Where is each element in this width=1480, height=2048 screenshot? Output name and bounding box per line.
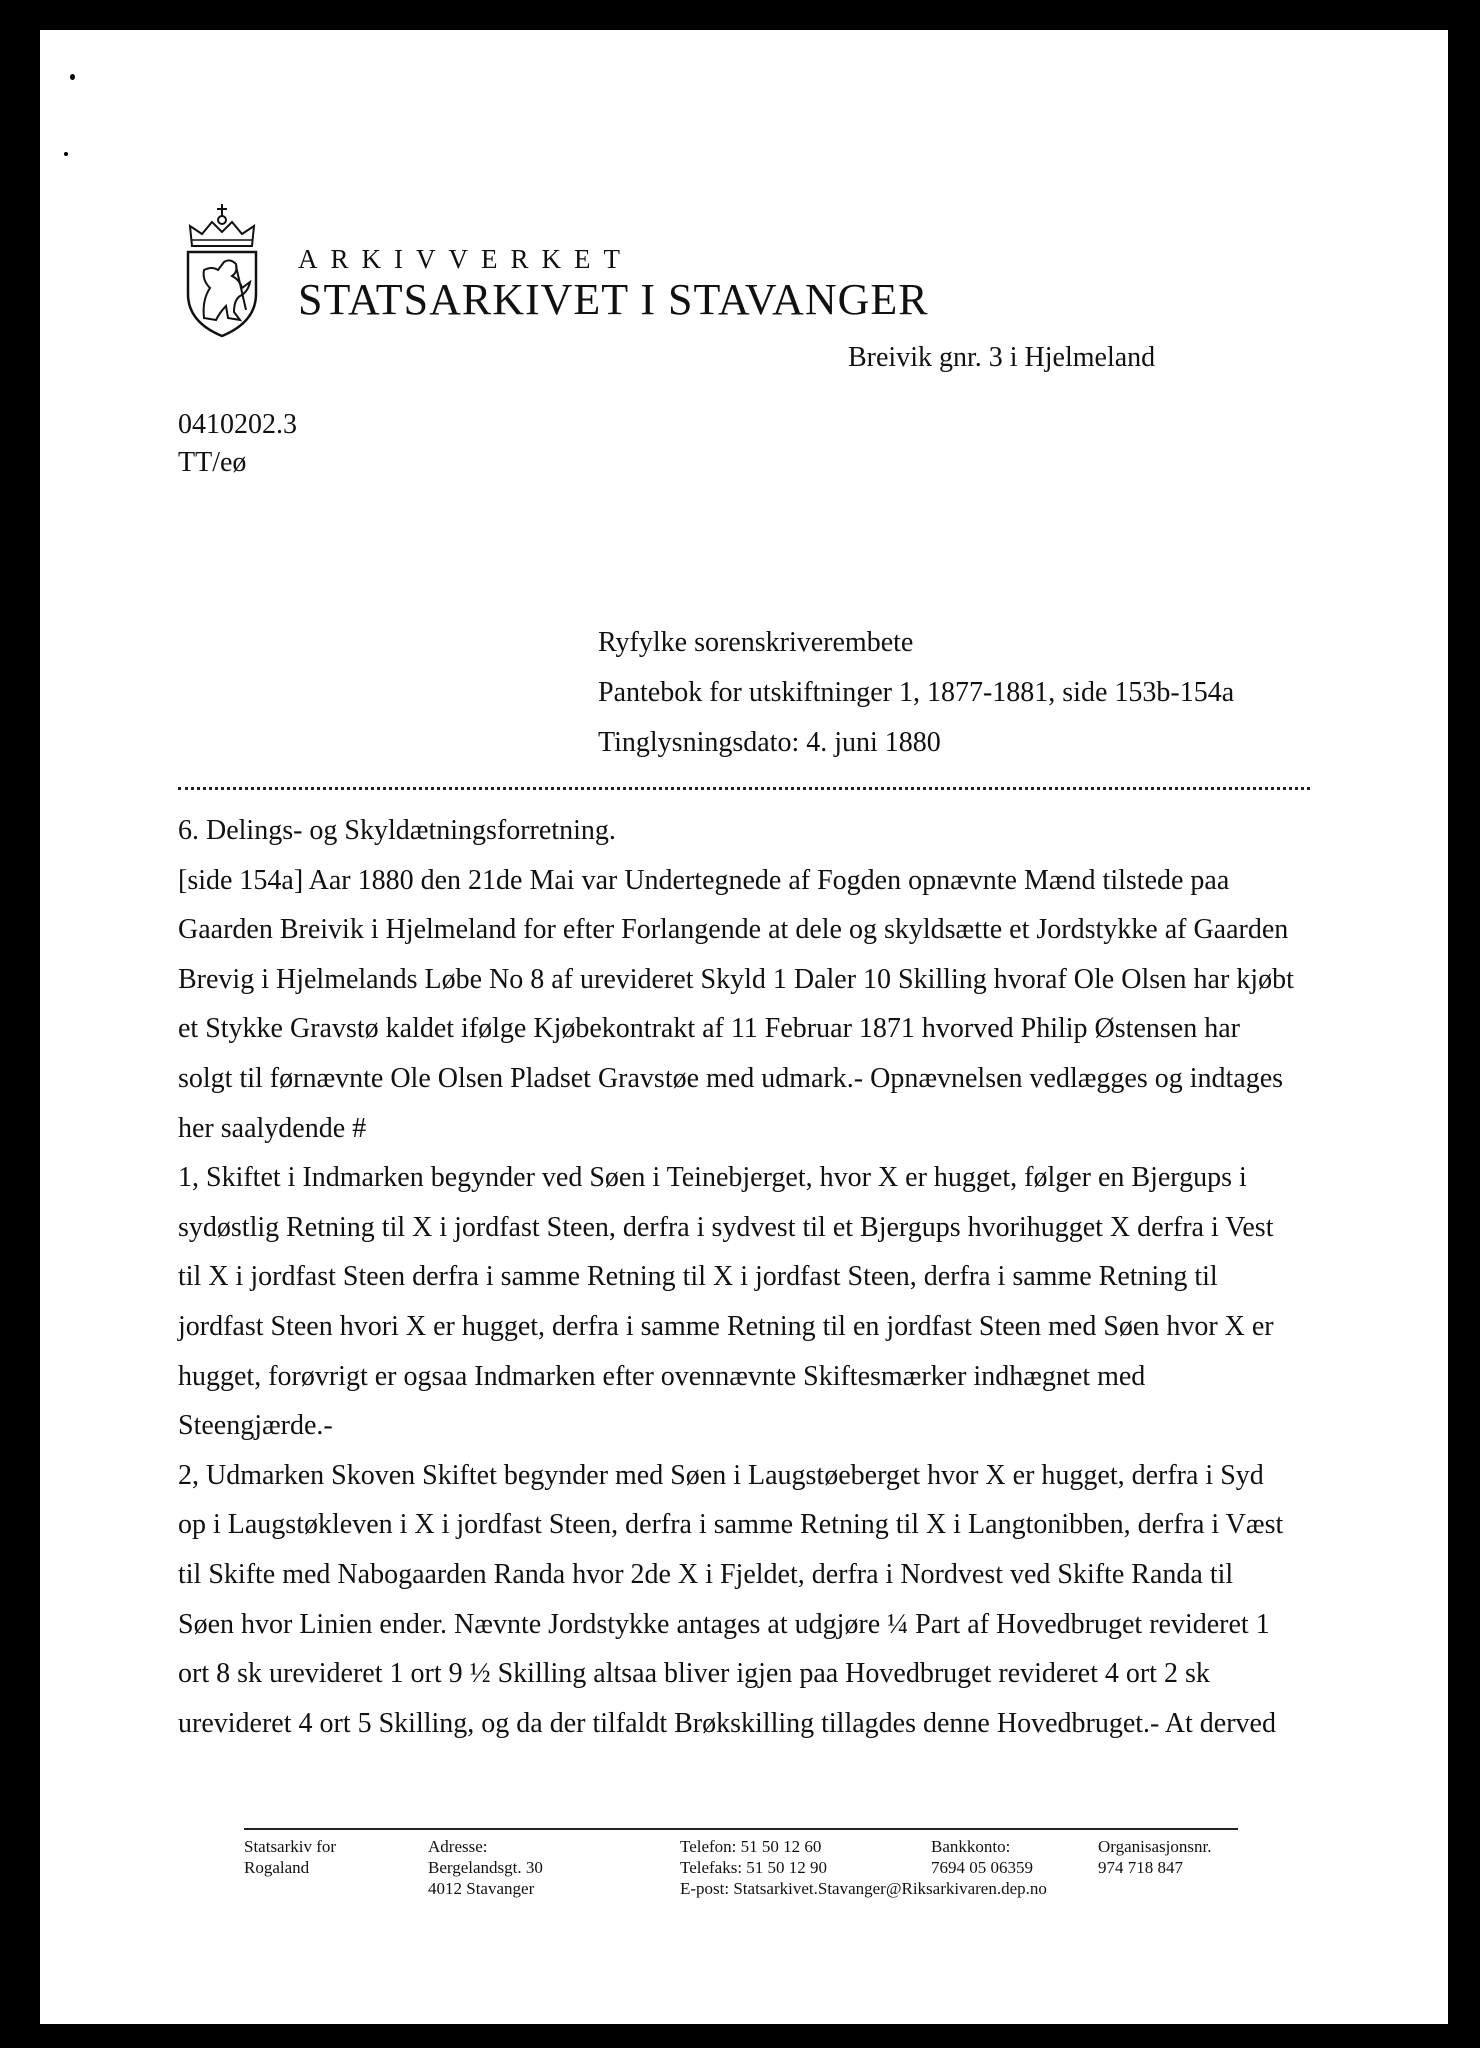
source-book: Pantebok for utskiftninger 1, 1877-1881, side 153b-154a	[598, 677, 1235, 708]
body-line: urevideret 4 ort 5 Skilling, og da der tilfaldt Brøkskilling tillagdes denne Hovedbruget.- At derved	[178, 1707, 1276, 1739]
scan-speck	[8, 1568, 12, 1572]
body-line: et Stykke Gravstø kaldet ifølge Kjøbekontrakt af 11 Februar 1871 hvorved Philip Østensen har	[178, 1013, 1240, 1045]
body-line: ort 8 sk urevideret 1 ort 9 ½ Skilling altsaa bliver igjen paa Hovedbruget revideret 4 ort 2 sk	[178, 1658, 1210, 1690]
transcription-body	[178, 806, 1308, 1748]
body-line: Brevig i Hjelmelands Løbe No 8 af urevideret Skyld 1 Daler 10 Skilling hvoraf Ole Olsen har kjøbt	[178, 963, 1294, 995]
norwegian-lion-crest-icon	[180, 200, 264, 340]
body-line: sydøstlig Retning til X i jordfast Steen, derfra i sydvest til et Bjergups hvorihugget X derfra i Vest	[178, 1211, 1274, 1243]
body-line: hugget, forøvrigt er ogsaa Indmarken efter ovennævnte Skiftesmærker indhægnet med	[178, 1360, 1146, 1392]
footer-organization: Statsarkiv for Rogaland	[244, 1837, 337, 1877]
body-line: Steengjærde.-	[178, 1410, 333, 1442]
body-line: jordfast Steen hvori X er hugget, derfra i samme Retning til en jordfast Steen med Søen hvor X er	[178, 1310, 1274, 1342]
dotted-divider	[178, 787, 1310, 790]
scan-speck	[8, 1042, 12, 1046]
case-number: 0410202.3	[178, 409, 297, 440]
letter-footer	[244, 1828, 1238, 1898]
body-line: her saalydende #	[178, 1112, 367, 1144]
agency-name: ARKIVVERKET	[298, 244, 633, 274]
scan-speck	[64, 152, 68, 156]
body-line: 2, Udmarken Skoven Skiftet begynder med Søen i Laugstøeberget hvor X er hugget, derfra i Syd	[178, 1459, 1264, 1491]
property-reference: Breivik gnr. 3 i Hjelmeland	[848, 342, 1156, 373]
footer-org-number: Organisasjonsnr. 974 718 847	[1098, 1837, 1212, 1877]
body-line: Gaarden Breivik i Hjelmeland for efter Forlangende at dele og skyldsætte et Jordstykke af Gaarden	[178, 914, 1289, 946]
body-line: [side 154a] Aar 1880 den 21de Mai var Undertegnede af Fogden opnævnte Mænd tilstede paa	[178, 864, 1230, 896]
scan-speck	[8, 238, 12, 242]
body-line: 6. Delings- og Skyldætningsforretning.	[178, 815, 616, 846]
letterhead	[180, 200, 980, 350]
body-line: Søen hvor Linien ender. Nævnte Jordstykke antages at udgjøre ¼ Part af Hovedbruget revideret 1	[178, 1608, 1270, 1640]
source-block	[598, 618, 1234, 768]
footer-contact: Telefon: 51 50 12 60 Telefaks: 51 50 12 90 E-post: Statsarkivet.Stavanger@Riksarkivaren.dep.no	[680, 1837, 1047, 1898]
source-office: Ryfylke sorenskriverembete	[598, 627, 914, 658]
archive-title: STATSARKIVET I STAVANGER	[298, 275, 929, 324]
footer-address: Adresse: Bergelandsgt. 30 4012 Stavanger	[428, 1837, 543, 1898]
scan-speck	[8, 1926, 12, 1930]
initials: TT/eø	[178, 447, 247, 478]
body-line: solgt til førnævnte Ole Olsen Pladset Gravstøe med udmark.- Opnævnelsen vedlægges og indtages	[178, 1062, 1284, 1094]
scan-speck	[70, 74, 75, 80]
body-line: til Skifte med Nabogaarden Randa hvor 2de X i Fjeldet, derfra i Nordvest ved Skifte Randa til	[178, 1558, 1234, 1590]
body-line: 1, Skiftet i Indmarken begynder ved Søen i Teinebjerget, hvor X er hugget, følger en Bjergups i	[178, 1162, 1247, 1194]
body-line: til X i jordfast Steen derfra i samme Retning til X i jordfast Steen, derfra i samme Retning til	[178, 1261, 1218, 1293]
reference-block	[178, 406, 297, 482]
footer-bank-account: Bankkonto: 7694 05 06359	[931, 1837, 1033, 1877]
footer-email: E-post: Statsarkivet.Stavanger@Riksarkivaren.dep.no	[680, 1879, 1047, 1898]
registration-date: Tinglysningsdato: 4. juni 1880	[598, 727, 941, 758]
body-line: op i Laugstøkleven i X i jordfast Steen, derfra i samme Retning til X i Langtonibben, derfra i Væst	[178, 1509, 1284, 1541]
